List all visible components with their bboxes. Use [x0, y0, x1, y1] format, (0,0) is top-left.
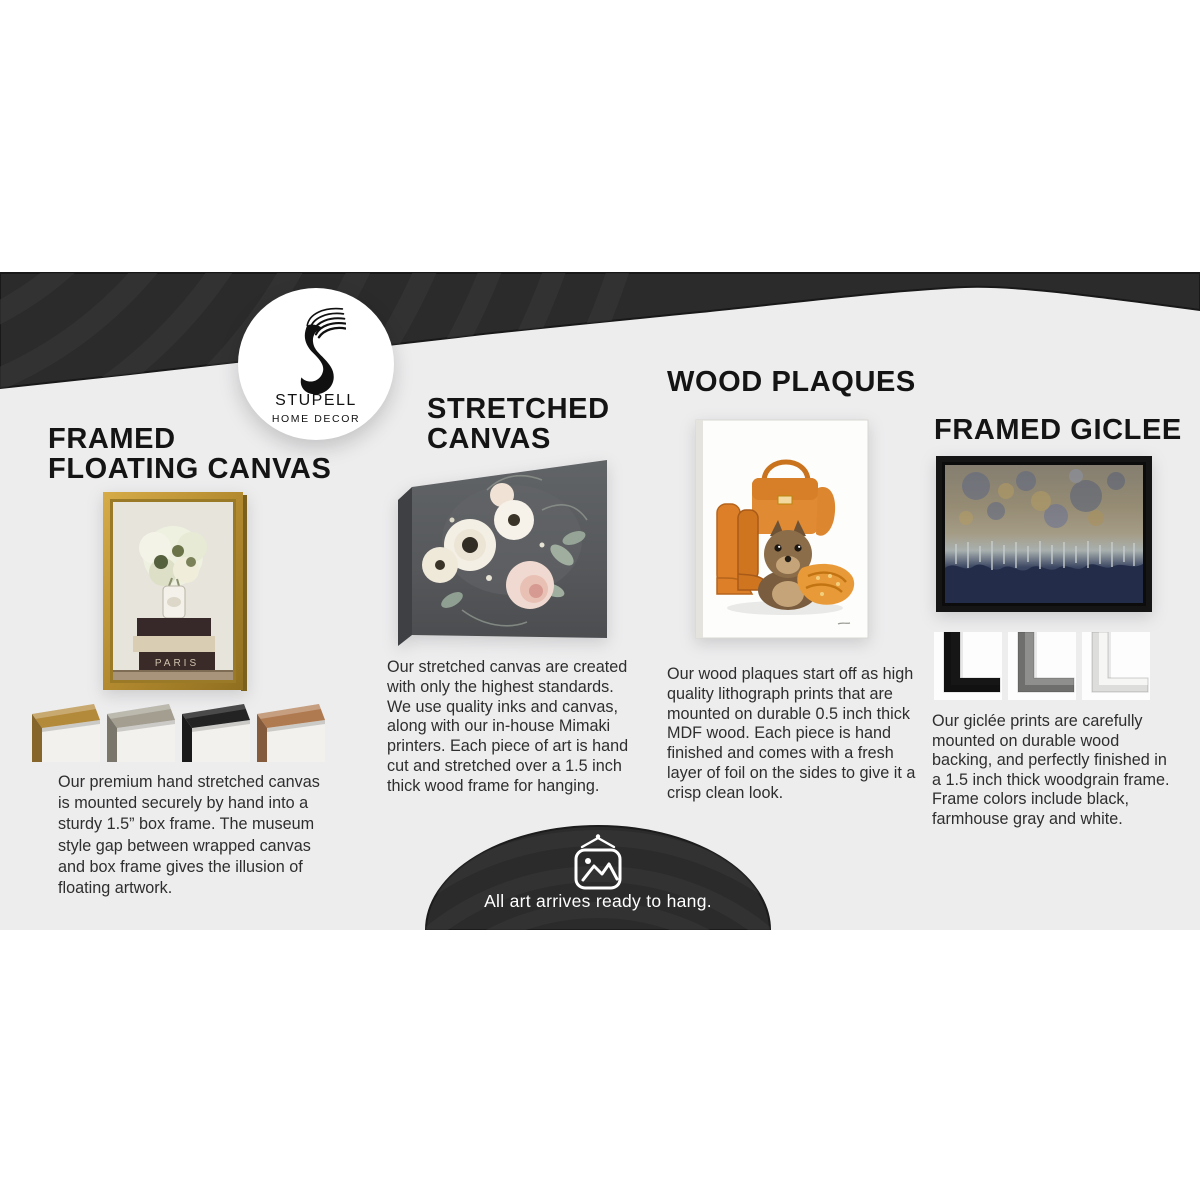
- title-line: FLOATING CANVAS: [48, 453, 332, 485]
- frame-swatch-black: [182, 700, 250, 762]
- wood-plaque-product-image: [690, 418, 873, 642]
- floating-frame-swatch-row: [32, 700, 325, 762]
- frame-swatch-gold: [32, 700, 100, 762]
- brand-logo-icon: [286, 306, 346, 394]
- footer-banner: [420, 820, 780, 930]
- section-title-framed-giclee: [934, 415, 1182, 445]
- frame-swatch-white: [1082, 632, 1150, 700]
- giclee-frame-swatch-row: [934, 632, 1150, 700]
- brand-logo-badge: [238, 288, 394, 440]
- header-wave-band: [0, 272, 1200, 394]
- section-title-wood-plaques: [667, 367, 916, 397]
- section-description-wood-plaques: Our wood plaques start off as high quality lithograph prints that are mounted on durable 0.5 inch thick MDF wood. Each piece is hand finished and comes with a fresh layer of foil on the sides to give it a crisp clean look.: [667, 665, 916, 802]
- title-line: FRAMED GICLEE: [934, 414, 1182, 446]
- paris-book-label: PARIS: [154, 658, 200, 669]
- brand-name: STUPELL: [275, 392, 357, 409]
- title-line: CANVAS: [427, 423, 551, 455]
- title-line: STRETCHED: [427, 393, 610, 425]
- frame-swatch-bronze: [257, 700, 325, 762]
- frame-swatch-silver: [107, 700, 175, 762]
- section-title-stretched-canvas: [427, 394, 610, 454]
- section-title-framed-floating-canvas: [48, 424, 331, 484]
- framed-giclee-product-image: [936, 456, 1154, 618]
- footer-message: All art arrives ready to hang.: [484, 891, 712, 911]
- section-description-framed-floating-canvas: Our premium hand stretched canvas is mounted securely by hand into a sturdy 1.5” box frame. The museum style gap between wrapped canvas and box frame gives the illusion of floating artwork.: [58, 773, 320, 898]
- section-description-framed-giclee: Our giclée prints are carefully mounted on durable wood backing, and perfectly finished in a 1.5 inch thick woodgrain frame. Frame colors include black, farmhouse gray and white.: [932, 712, 1170, 828]
- section-description-stretched-canvas: Our stretched canvas are created with only the highest standards. We use quality inks and canvas, along with our in-house Mimaki printers. Each piece of art is hand cut and stretched over a 1.5 inch thick wood frame for hanging.: [387, 658, 629, 795]
- frame-swatch-black: [934, 632, 1002, 700]
- brand-tagline: HOME DECOR: [271, 413, 361, 425]
- stretched-canvas-product-image: [392, 450, 617, 650]
- frame-swatch-farmhouse-gray: [1008, 632, 1076, 700]
- title-line: WOOD PLAQUES: [667, 366, 916, 398]
- floating-canvas-product-image: [103, 492, 247, 694]
- title-line: FRAMED: [48, 423, 176, 455]
